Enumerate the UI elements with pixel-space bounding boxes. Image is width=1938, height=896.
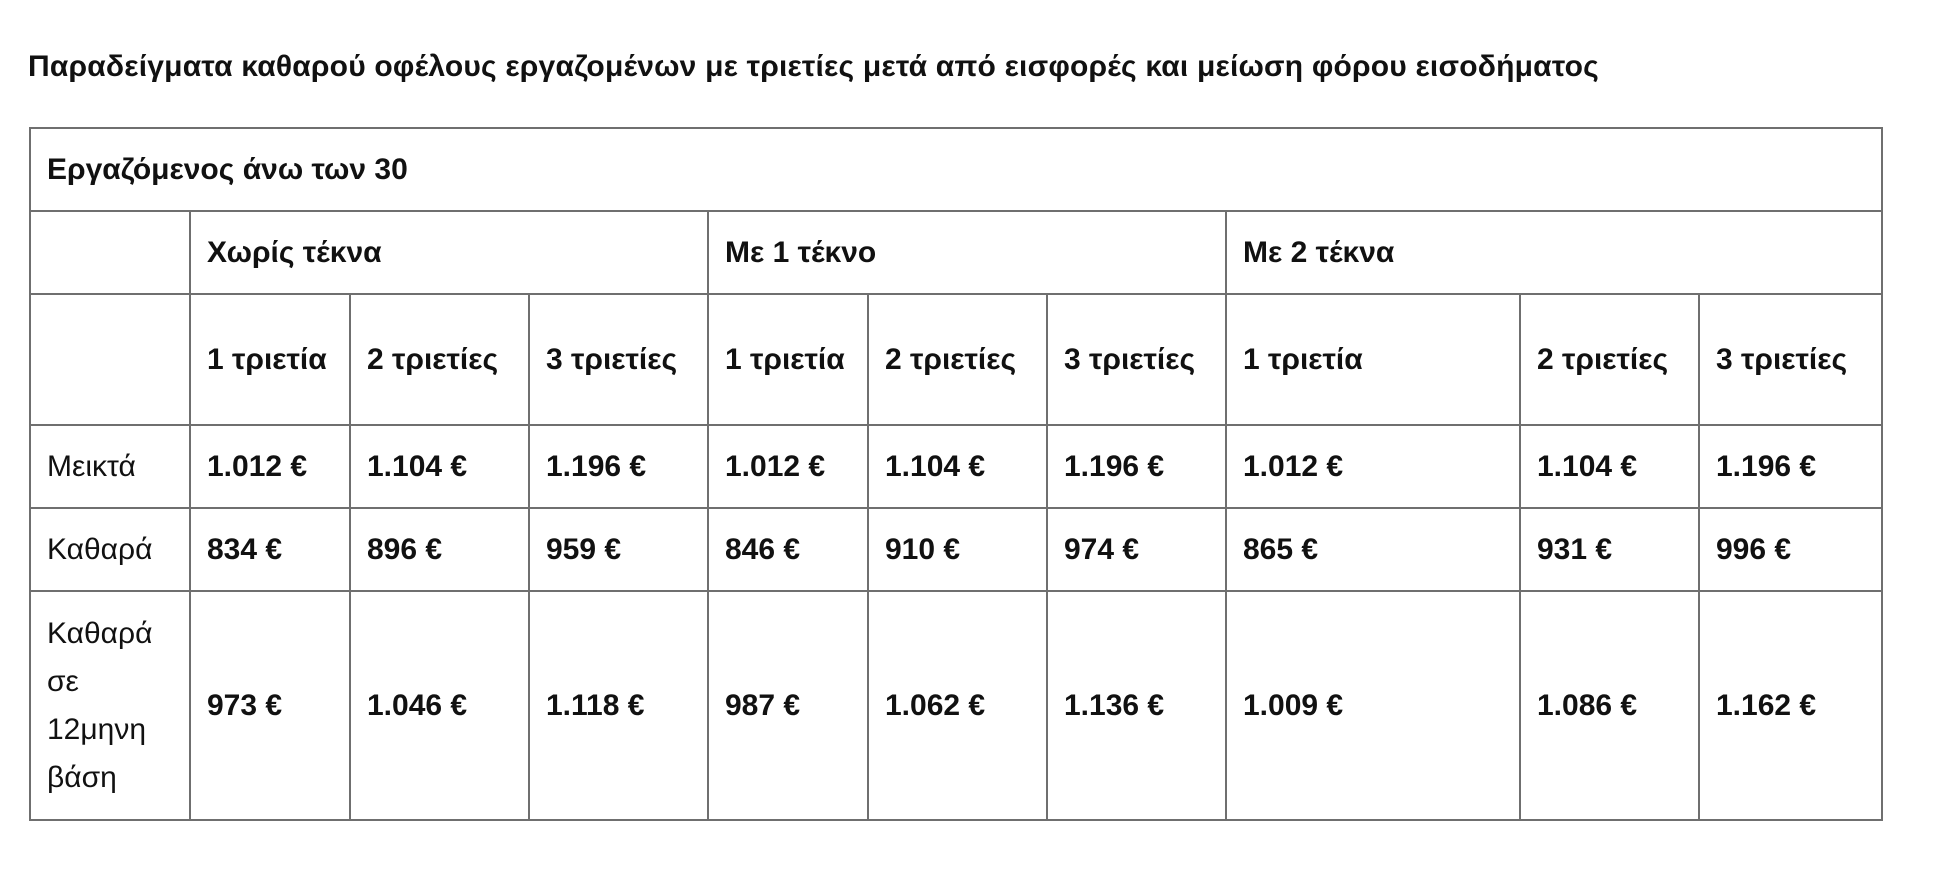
value-cell: 973 € bbox=[190, 591, 350, 820]
value-cell: 910 € bbox=[868, 508, 1047, 591]
value-cell: 834 € bbox=[190, 508, 350, 591]
value-cell: 1.104 € bbox=[868, 425, 1047, 508]
value-cell: 987 € bbox=[708, 591, 868, 820]
table-title: Εργαζόμενος άνω των 30 bbox=[30, 128, 1882, 211]
sub-header-cell: 2 τριετίες bbox=[350, 294, 529, 425]
value-cell: 1.196 € bbox=[529, 425, 708, 508]
value-cell: 1.104 € bbox=[1520, 425, 1699, 508]
empty-corner-cell bbox=[30, 294, 190, 425]
value-cell: 896 € bbox=[350, 508, 529, 591]
sub-header-row bbox=[30, 294, 1882, 425]
value-cell: 931 € bbox=[1520, 508, 1699, 591]
sub-header-cell: 1 τριετία bbox=[1226, 294, 1520, 425]
table-row-net bbox=[30, 508, 1882, 591]
group-header-row bbox=[30, 211, 1882, 294]
sub-header-cell: 3 τριετίες bbox=[529, 294, 708, 425]
table-row-net-12-month bbox=[30, 591, 1882, 820]
sub-header-cell: 2 τριετίες bbox=[868, 294, 1047, 425]
value-cell: 1.012 € bbox=[708, 425, 868, 508]
group-header-two-children: Με 2 τέκνα bbox=[1226, 211, 1882, 294]
sub-header-cell: 1 τριετία bbox=[190, 294, 350, 425]
sub-header-cell: 3 τριετίες bbox=[1047, 294, 1226, 425]
group-header-no-children: Χωρίς τέκνα bbox=[190, 211, 708, 294]
sub-header-cell: 1 τριετία bbox=[708, 294, 868, 425]
value-cell: 1.062 € bbox=[868, 591, 1047, 820]
value-cell: 996 € bbox=[1699, 508, 1882, 591]
value-cell: 1.196 € bbox=[1047, 425, 1226, 508]
value-cell: 1.012 € bbox=[190, 425, 350, 508]
benefits-table bbox=[29, 127, 1883, 821]
value-cell: 1.086 € bbox=[1520, 591, 1699, 820]
row-label-net-12-month: Καθαρά σε 12μηνη βάση bbox=[30, 591, 190, 820]
row-label-gross: Μεικτά bbox=[30, 425, 190, 508]
sub-header-cell: 3 τριετίες bbox=[1699, 294, 1882, 425]
table-title-row bbox=[30, 128, 1882, 211]
value-cell: 865 € bbox=[1226, 508, 1520, 591]
value-cell: 974 € bbox=[1047, 508, 1226, 591]
value-cell: 1.012 € bbox=[1226, 425, 1520, 508]
value-cell: 1.162 € bbox=[1699, 591, 1882, 820]
value-cell: 1.104 € bbox=[350, 425, 529, 508]
row-label-net: Καθαρά bbox=[30, 508, 190, 591]
value-cell: 1.196 € bbox=[1699, 425, 1882, 508]
table-row-gross bbox=[30, 425, 1882, 508]
value-cell: 1.136 € bbox=[1047, 591, 1226, 820]
page-heading: Παραδείγματα καθαρού οφέλους εργαζομένων με τριετίες μετά από εισφορές και μείωση φόρου εισοδήματος bbox=[28, 50, 1599, 83]
value-cell: 1.009 € bbox=[1226, 591, 1520, 820]
sub-header-cell: 2 τριετίες bbox=[1520, 294, 1699, 425]
value-cell: 1.046 € bbox=[350, 591, 529, 820]
empty-corner-cell bbox=[30, 211, 190, 294]
group-header-one-child: Με 1 τέκνο bbox=[708, 211, 1226, 294]
value-cell: 846 € bbox=[708, 508, 868, 591]
value-cell: 959 € bbox=[529, 508, 708, 591]
value-cell: 1.118 € bbox=[529, 591, 708, 820]
